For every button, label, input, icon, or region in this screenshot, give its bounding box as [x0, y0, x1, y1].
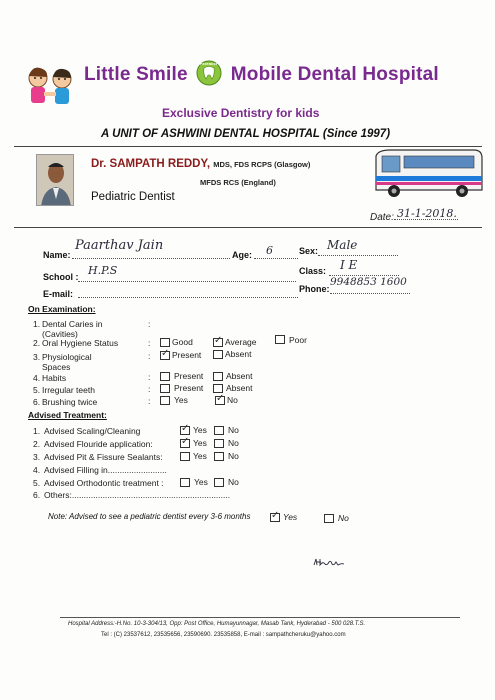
- tooth-logo-icon: [196, 60, 222, 86]
- oral-hygiene-poor-checkbox[interactable]: [275, 335, 285, 344]
- scaling-no-label: No: [228, 425, 239, 435]
- habits-present-label: Present: [174, 371, 204, 381]
- email-line: [78, 297, 298, 298]
- fluoride-no-checkbox[interactable]: [214, 439, 224, 448]
- note-yes-checkbox[interactable]: [270, 513, 280, 522]
- footer-contact: Tel : (C) 23537612, 23535656, 23590690. 23535858, E-mail : sampathcheruku@yahoo.com: [101, 632, 346, 638]
- doctor-role: Pediatric Dentist: [91, 191, 175, 203]
- doctor-name-text: Dr. SAMPATH REDDY,: [91, 158, 211, 170]
- spaces-absent-label: Absent: [225, 349, 252, 359]
- brushing-no-label: No: [227, 395, 238, 405]
- exam-3-colon: :: [148, 351, 151, 361]
- treat-5-label: Advised Orthodontic treatment :: [44, 478, 164, 488]
- note-no-checkbox[interactable]: [324, 514, 334, 523]
- advice-note: Note: Advised to see a pediatric dentist every 3-6 months: [48, 512, 251, 521]
- oral-hygiene-average-checkbox[interactable]: [213, 338, 223, 347]
- class-label: Class:: [299, 266, 327, 276]
- name-label: Name:: [43, 250, 71, 260]
- scaling-yes-checkbox[interactable]: [180, 426, 190, 435]
- phone-label: Phone:: [299, 284, 330, 294]
- exam-6-num: 6.: [33, 397, 41, 407]
- doctor-degrees-2: MFDS RCS (England): [200, 178, 276, 187]
- exam-6-label: Brushing twice: [42, 397, 98, 407]
- doctor-portrait-icon: [37, 155, 74, 206]
- brushing-yes-checkbox[interactable]: [160, 396, 170, 405]
- ortho-no-label: No: [228, 477, 239, 487]
- sex-label: Sex:: [299, 246, 319, 256]
- school-label: School :: [43, 272, 79, 282]
- exam-3-label2: Spaces: [42, 362, 71, 372]
- oral-hygiene-poor-label: Poor: [289, 335, 307, 345]
- kids-logo-icon: [22, 64, 80, 110]
- spaces-present-label: Present: [172, 350, 202, 360]
- doctor-photo: [36, 154, 74, 206]
- date-label: Date:: [370, 212, 394, 223]
- school-value[interactable]: H.P.S: [88, 264, 118, 277]
- exam-5-num: 5.: [33, 385, 41, 395]
- exam-5-colon: :: [148, 384, 151, 394]
- treat-1-num: 1.: [33, 426, 41, 436]
- ortho-no-checkbox[interactable]: [214, 478, 224, 487]
- exam-4-label: Habits: [42, 373, 67, 383]
- treat-4-label: Advised Filling in.........................: [44, 465, 167, 475]
- note-yes-label: Yes: [283, 512, 298, 522]
- exam-4-num: 4.: [33, 373, 41, 383]
- fluoride-yes-label: Yes: [193, 438, 207, 448]
- hospital-title-part1: Little Smile: [84, 64, 188, 85]
- oral-hygiene-average-label: Average: [225, 337, 257, 347]
- tooth-logo-text: FRIENDLY: [200, 62, 219, 66]
- treat-6-num: 6.: [33, 490, 41, 500]
- sealants-yes-label: Yes: [193, 451, 207, 461]
- tagline: Exclusive Dentistry for kids: [162, 106, 320, 120]
- irregular-present-label: Present: [174, 383, 204, 393]
- brushing-yes-label: Yes: [174, 395, 188, 405]
- exam-6-colon: :: [148, 396, 151, 406]
- doctor-degrees: MDS, FDS RCPS (Glasgow): [213, 160, 311, 169]
- treat-5-num: 5.: [33, 478, 41, 488]
- oral-hygiene-good-checkbox[interactable]: [160, 338, 170, 347]
- exam-1-label2: (Cavities): [42, 329, 78, 339]
- hospital-title: [84, 60, 439, 86]
- treat-4-num: 4.: [33, 465, 41, 475]
- date-value[interactable]: 31-1-2018.: [397, 207, 457, 220]
- fluoride-yes-checkbox[interactable]: [180, 439, 190, 448]
- scaling-yes-label: Yes: [193, 425, 207, 435]
- sealants-no-label: No: [228, 451, 239, 461]
- age-label: Age:: [232, 250, 252, 260]
- treat-3-num: 3.: [33, 452, 41, 462]
- hospital-title-part2: Mobile Dental Hospital: [230, 64, 439, 85]
- age-line: [254, 258, 298, 259]
- doctor-signature: [312, 556, 346, 568]
- sealants-yes-checkbox[interactable]: [180, 452, 190, 461]
- note-no-label: No: [338, 513, 349, 523]
- phone-value[interactable]: 9948853 1600: [330, 276, 407, 288]
- irregular-absent-checkbox[interactable]: [213, 384, 223, 393]
- habits-absent-label: Absent: [226, 371, 253, 381]
- sealants-no-checkbox[interactable]: [214, 452, 224, 461]
- habits-absent-checkbox[interactable]: [213, 372, 223, 381]
- name-line: [72, 258, 230, 259]
- ortho-yes-checkbox[interactable]: [180, 478, 190, 487]
- doctor-divider: [14, 227, 482, 228]
- exam-4-colon: :: [148, 372, 151, 382]
- exam-3-label: Physiological: [42, 352, 92, 362]
- exam-1-num: 1.: [33, 319, 41, 329]
- exam-3-num: 3.: [33, 352, 41, 362]
- fluoride-no-label: No: [228, 438, 239, 448]
- exam-1-label: Dental Caries in: [42, 319, 103, 329]
- spaces-present-checkbox[interactable]: [160, 351, 170, 360]
- treat-1-label: Advised Scaling/Cleaning: [44, 426, 141, 436]
- footer-divider: [60, 617, 460, 618]
- examination-heading: On Examination:: [28, 304, 96, 314]
- name-value[interactable]: Paarthav Jain: [75, 238, 164, 253]
- treat-6-label: Others:...................................................................: [44, 490, 231, 500]
- irregular-absent-label: Absent: [226, 383, 253, 393]
- exam-2-label: Oral Hygiene Status: [42, 338, 119, 348]
- oral-hygiene-good-label: Good: [172, 337, 193, 347]
- class-value[interactable]: I E: [340, 258, 358, 272]
- treat-2-num: 2.: [33, 439, 41, 449]
- phone-line: [330, 293, 410, 294]
- date-line: [394, 219, 458, 220]
- age-value[interactable]: 6: [266, 244, 273, 257]
- scaling-no-checkbox[interactable]: [214, 426, 224, 435]
- exam-5-label: Irregular teeth: [42, 385, 95, 395]
- email-label: E-mail:: [43, 289, 74, 299]
- footer-address: Hospital Address:-H.No. 10-3-304/13, Opp: Post Office, Humayunnagar, Masab Tank, Hyderabad - 500 028.T.S.: [68, 621, 366, 627]
- treat-3-label: Advised Pit & Fissure Sealants:: [44, 452, 163, 462]
- sex-value[interactable]: Male: [327, 238, 358, 252]
- brushing-no-checkbox[interactable]: [215, 396, 225, 405]
- exam-1-colon: :: [148, 319, 151, 329]
- treatment-heading: Advised Treatment:: [28, 410, 107, 420]
- doctor-name: [91, 158, 310, 170]
- sex-line: [318, 255, 398, 256]
- mobile-clinic-bus-icon: [370, 146, 488, 202]
- irregular-present-checkbox[interactable]: [160, 384, 170, 393]
- habits-present-checkbox[interactable]: [160, 372, 170, 381]
- ortho-yes-label: Yes: [194, 477, 208, 487]
- treat-2-label: Advised Flouride application:: [44, 439, 153, 449]
- unit-line: A UNIT OF ASHWINI DENTAL HOSPITAL (Since 1997): [101, 128, 391, 140]
- school-line: [78, 281, 296, 282]
- exam-2-colon: :: [148, 338, 151, 348]
- spaces-absent-checkbox[interactable]: [213, 350, 223, 359]
- exam-2-num: 2.: [33, 338, 41, 348]
